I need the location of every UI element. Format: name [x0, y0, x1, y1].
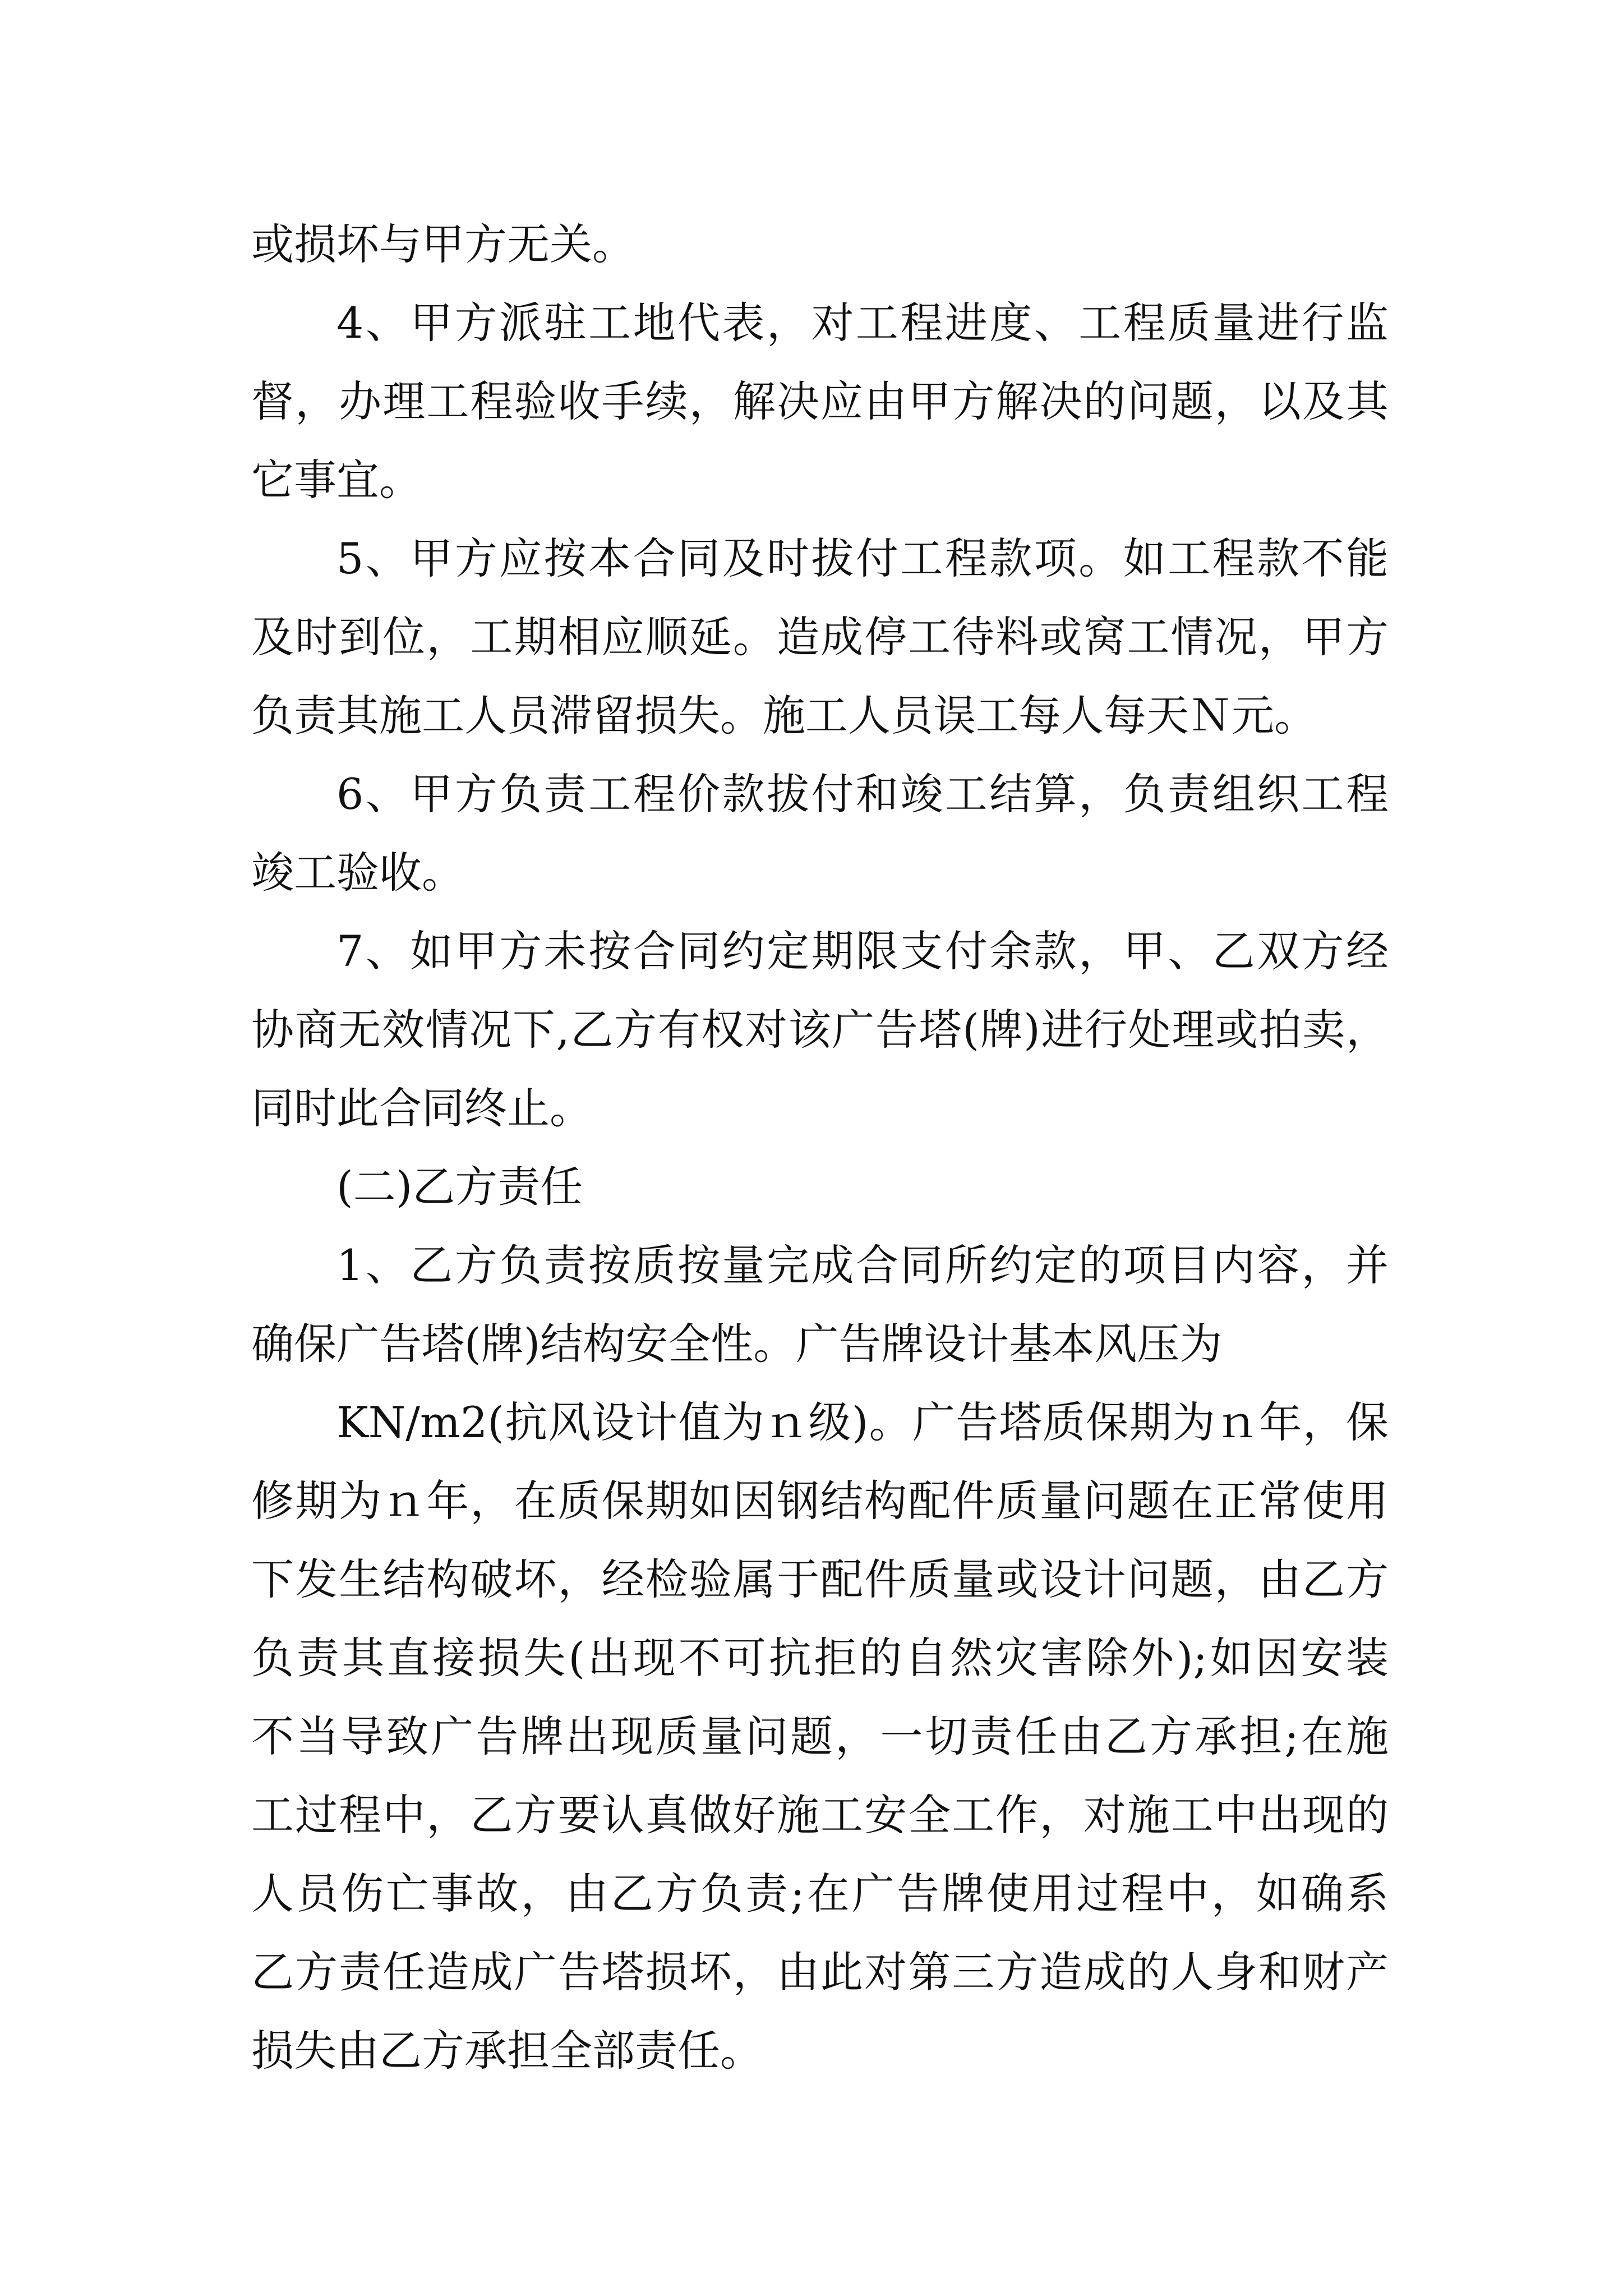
text-line: KN/m2(抗风设计值为ｎ级)。广告塔质保期为ｎ年，保 — [336, 1397, 1389, 1447]
text-line: 它事宜。 — [251, 455, 422, 505]
text-line: 不当导致广告牌出现质量问题，一切责任由乙方承担;在施 — [251, 1711, 1389, 1761]
text-line: 同时此合同终止。 — [251, 1083, 592, 1133]
text-line: 负责其施工人员滞留损失。施工人员误工每人每天Ｎ元。 — [251, 691, 1317, 740]
text-line: 督，办理工程验收手续，解决应由甲方解决的问题，以及其 — [251, 376, 1389, 426]
text-line: 竣工验收。 — [251, 848, 464, 898]
text-line: 负责其直接损失(出现不可抗拒的自然灾害除外);如因安装 — [251, 1633, 1389, 1683]
text-line: 修期为ｎ年，在质保期如因钢结构配件质量问题在正常使用 — [251, 1476, 1389, 1526]
text-line: 6、甲方负责工程价款拔付和竣工结算，负责组织工程 — [336, 769, 1389, 819]
text-line: 7、如甲方未按合同约定期限支付余款，甲、乙双方经 — [336, 926, 1389, 976]
text-line: 协商无效情况下,乙方有权对该广告塔(牌)进行处理或拍卖， — [251, 1005, 1389, 1055]
text-line: 下发生结构破坏，经检验属于配件质量或设计问题，由乙方 — [251, 1554, 1389, 1604]
text-line: 4、甲方派驻工地代表，对工程进度、工程质量进行监 — [336, 298, 1389, 348]
text-line: 损失由乙方承担全部责任。 — [251, 2026, 763, 2076]
text-line: 及时到位，工期相应顺延。造成停工待料或窝工情况，甲方 — [251, 612, 1389, 662]
section-heading: (二)乙方责任 — [336, 1162, 583, 1212]
text-line: 确保广告塔(牌)结构安全性。广告牌设计基本风压为 — [251, 1319, 1223, 1369]
text-line: 工过程中，乙方要认真做好施工安全工作，对施工中出现的 — [251, 1790, 1389, 1840]
text-line: 或损坏与甲方无关。 — [251, 219, 635, 269]
text-line: 1、乙方负责按质按量完成合同所约定的项目内容，并 — [336, 1240, 1389, 1290]
text-line: 乙方责任造成广告塔损坏，由此对第三方造成的人身和财产 — [251, 1947, 1389, 1997]
text-line: 人员伤亡事故，由乙方负责;在广告牌使用过程中，如确系 — [251, 1869, 1389, 1918]
text-line: 5、甲方应按本合同及时拔付工程款项。如工程款不能 — [336, 533, 1389, 583]
